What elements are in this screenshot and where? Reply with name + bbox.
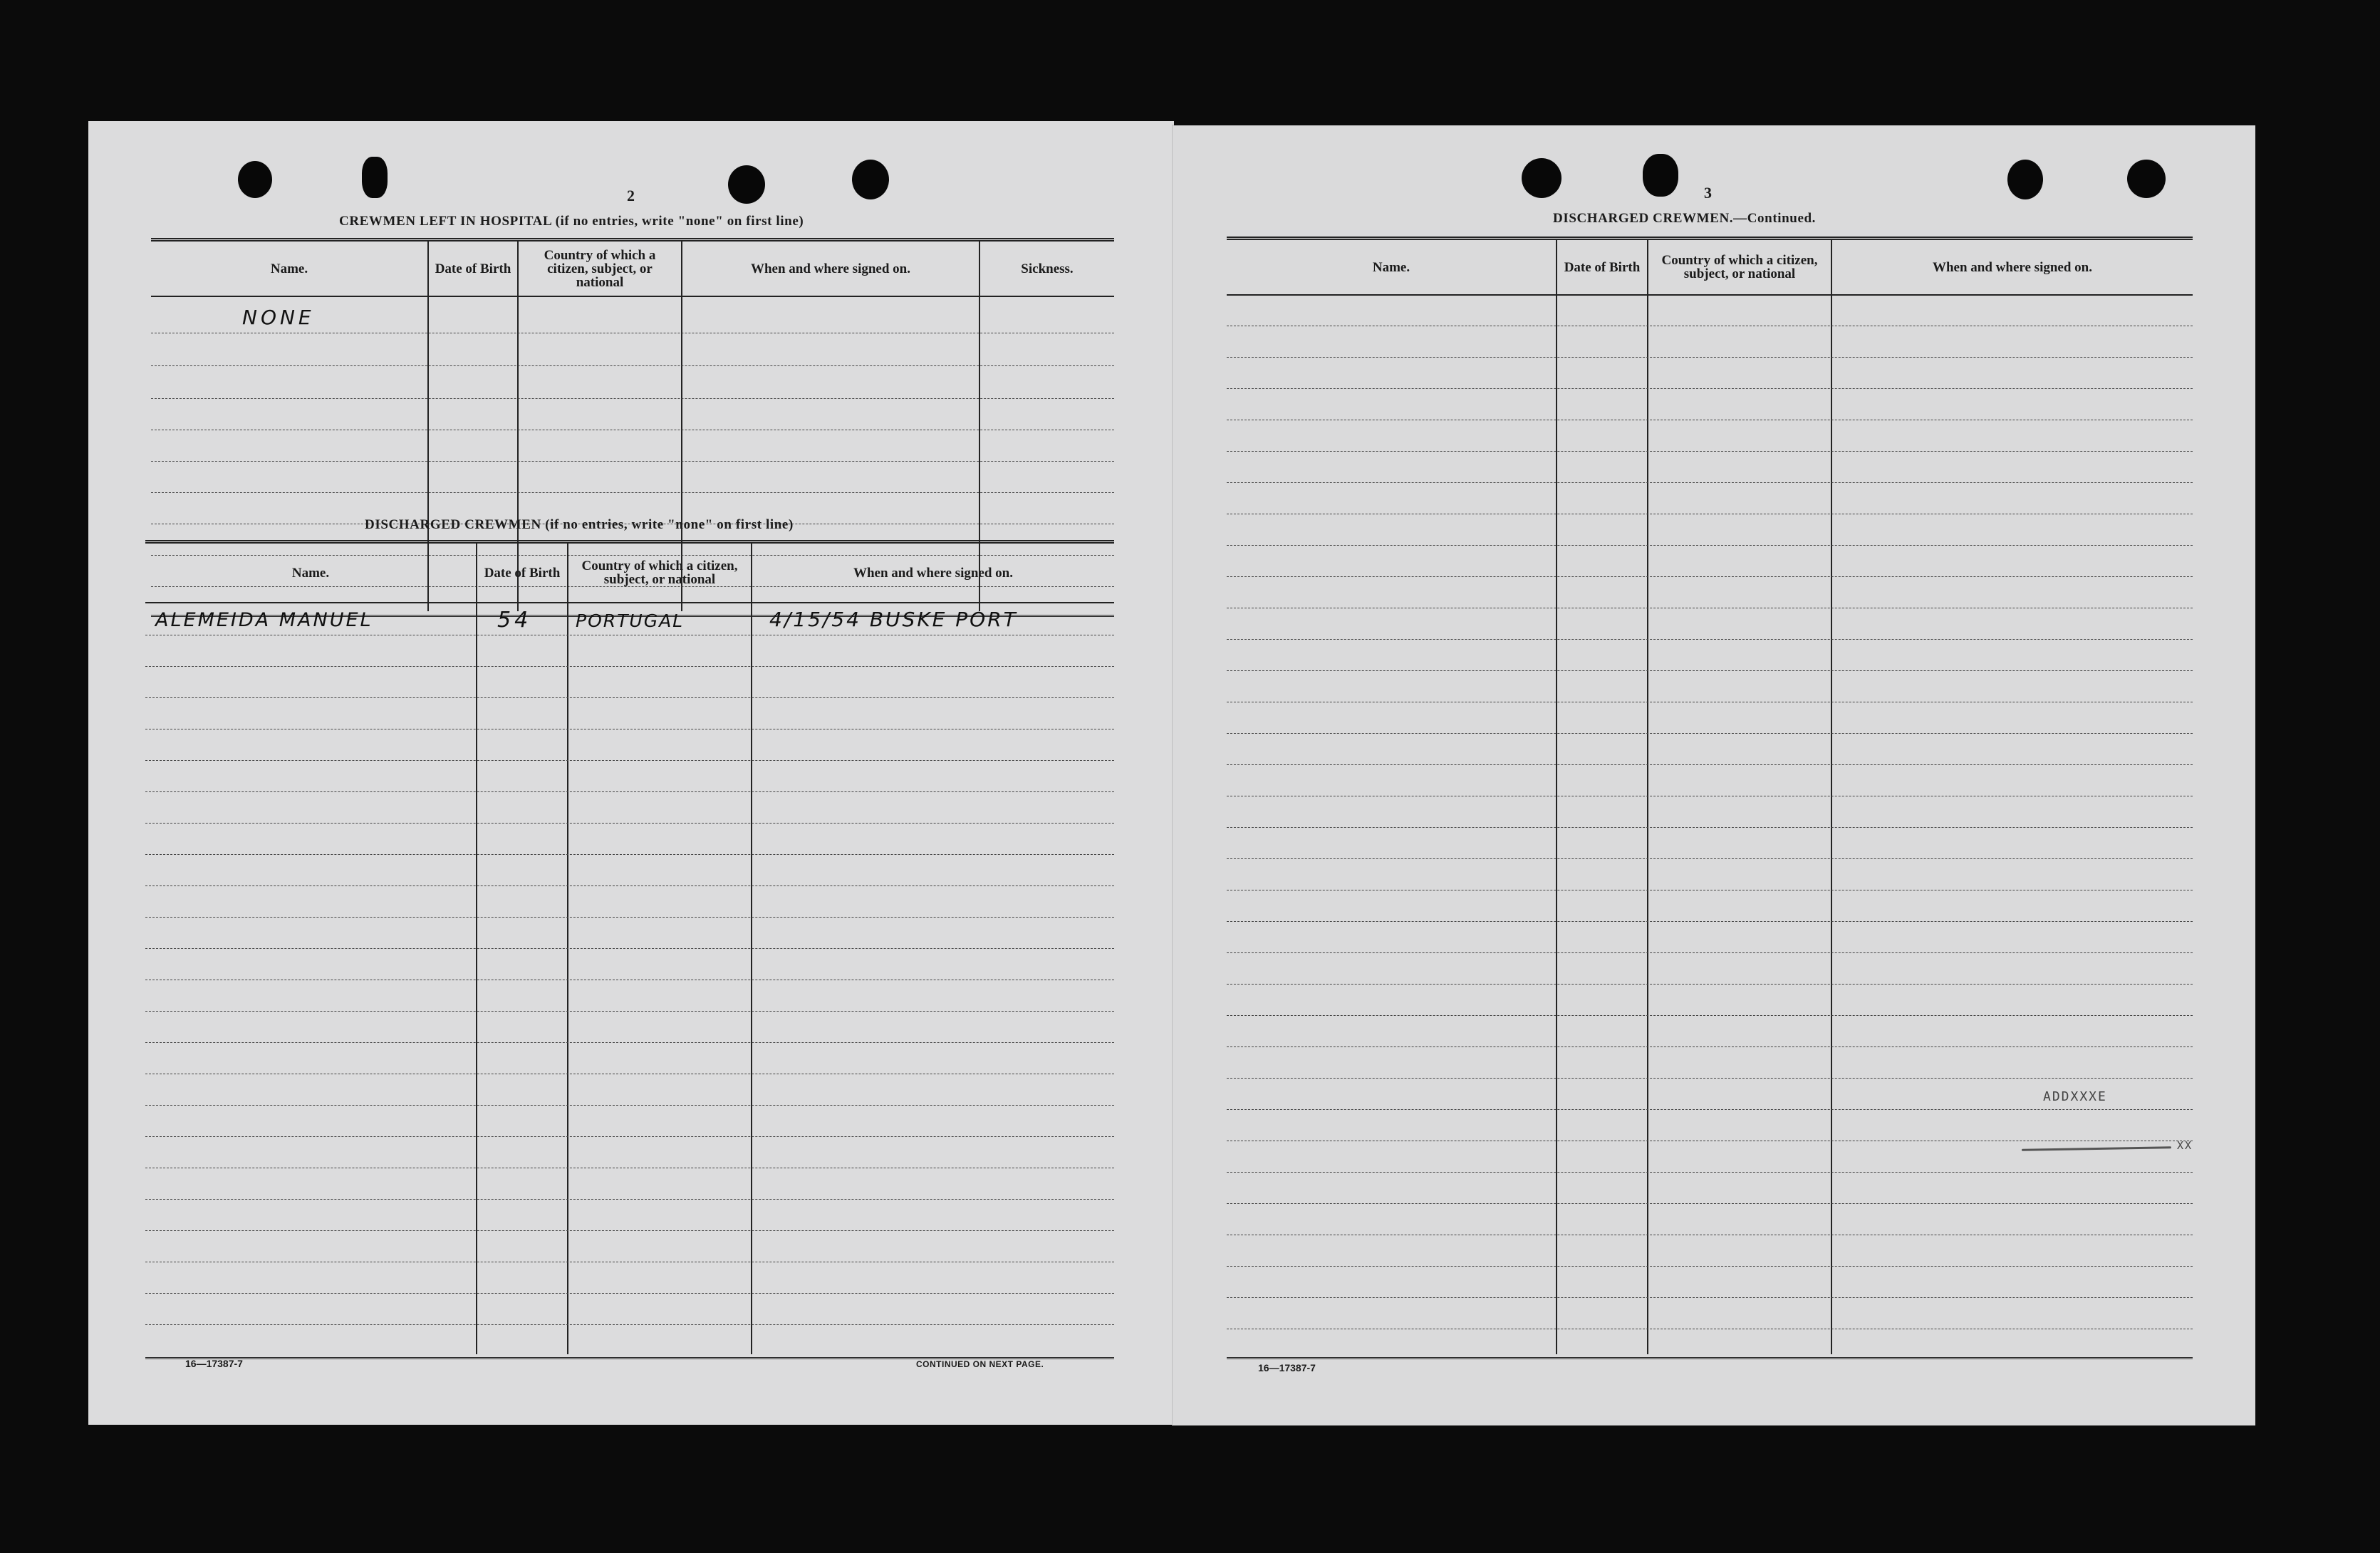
punch-hole [362,157,388,198]
table-header [145,544,1114,603]
punch-hole [728,165,765,204]
faint-stamp: ADDXXXE [2043,1089,2107,1104]
discharged-continued-table [1227,237,2193,1359]
discharged-table [145,540,1114,1359]
discharged-table-title: DISCHARGED CREWMEN (if no entries, write "none" on first line) [365,517,794,532]
col-header-country: Country of which a citizen, subject, or national [544,247,656,290]
col-header-date-of-birth: Date of Birth [484,565,561,581]
col-header-signed-on: When and where signed on. [750,261,910,276]
hospital-table-title: CREWMEN LEFT IN HOSPITAL (if no entries, write "none" on first line) [339,214,804,229]
col-header-signed-on: When and where signed on. [1932,259,2092,275]
discharged-continued-title: DISCHARGED CREWMEN.—Continued. [1553,211,1817,226]
left-page [88,121,1174,1425]
col-header-date-of-birth: Date of Birth [1564,259,1641,275]
col-header-date-of-birth: Date of Birth [435,261,511,276]
crewman-signed-on: 4/15/54 BUSKE PORT [769,608,1018,631]
crewman-name: ALEMEIDA MANUEL [155,609,373,631]
right-page [1173,125,2255,1425]
hospital-entry: NONE [242,306,315,329]
crewman-country: PORTUGAL [576,611,685,631]
col-header-name: Name. [270,261,308,276]
table-header [151,241,1114,297]
punch-hole [238,161,272,198]
form-number: 16—17387-7 [1258,1362,1316,1373]
column-divider [476,544,477,1354]
col-header-signed-on: When and where signed on. [853,565,1013,581]
col-header-country: Country of which a citizen, subject, or national [1661,253,1818,281]
continued-note: CONTINUED ON NEXT PAGE. [916,1359,1044,1369]
table-header [1227,240,2193,296]
punch-hole [1522,158,1561,198]
column-divider [751,544,752,1354]
punch-hole [2007,160,2043,199]
column-divider [567,544,568,1354]
punch-hole [2127,160,2166,198]
column-divider [1647,240,1648,1354]
col-header-sickness: Sickness. [1021,261,1074,276]
page-number: 3 [1704,184,1712,202]
crewman-date-of-birth: 54 [497,608,532,633]
column-divider [1556,240,1557,1354]
faint-stamp-suffix: XX [2177,1139,2193,1152]
col-header-name: Name. [1372,259,1410,275]
signature-mark [2022,1146,2171,1151]
punch-hole [852,160,889,199]
page-number: 2 [627,187,635,204]
col-header-country: Country of which a citizen, subject, or national [581,559,738,587]
column-divider [1831,240,1832,1354]
form-number: 16—17387-7 [185,1358,243,1369]
col-header-name: Name. [291,565,330,581]
punch-hole [1643,154,1678,197]
